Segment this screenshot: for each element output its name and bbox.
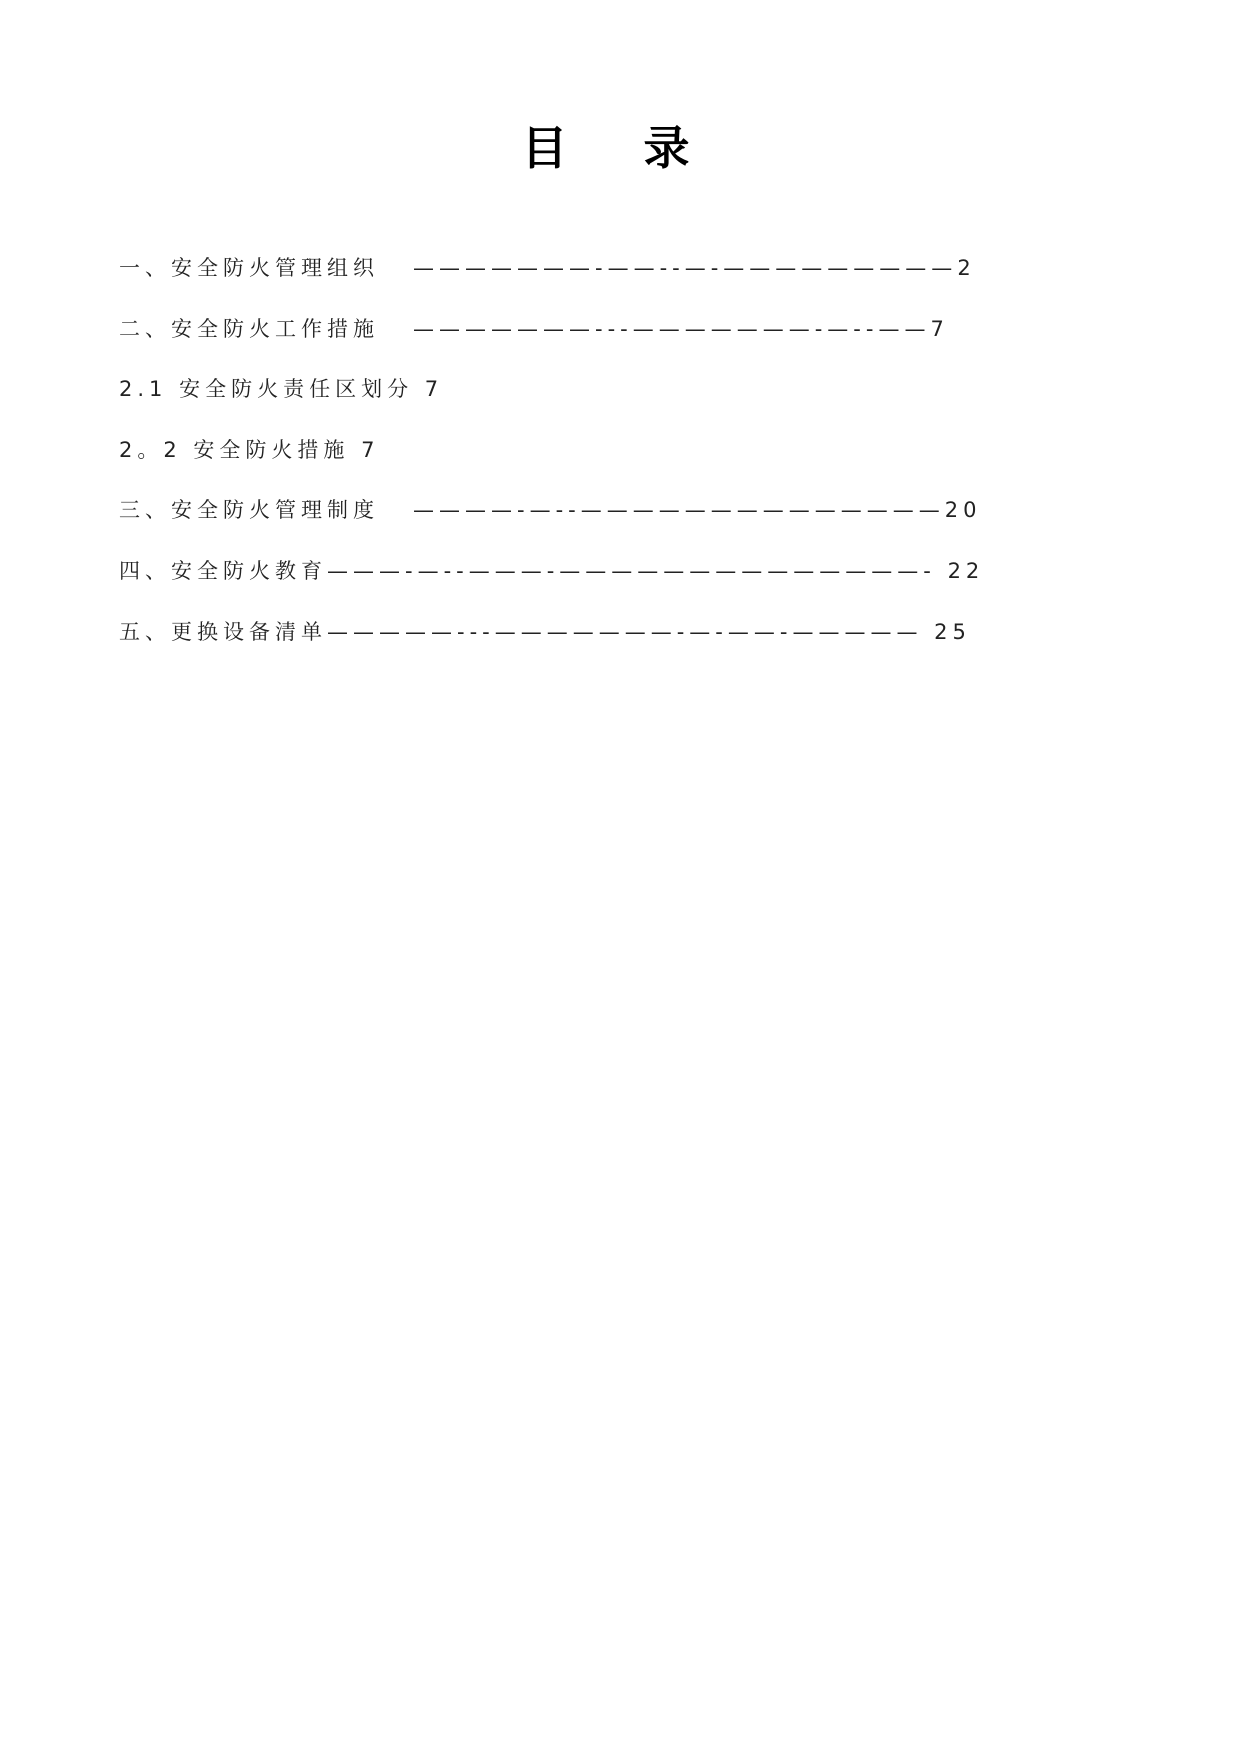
toc-entry-leader: ————-—--—————————————— <box>413 498 945 523</box>
toc-entry-label: 二、安全防火工作措施 <box>119 316 379 341</box>
toc-entry[interactable] <box>119 369 1129 430</box>
toc-entry[interactable] <box>119 309 1129 370</box>
toc-entry-leader: ———————-——--—-————————— <box>413 256 958 280</box>
toc-entry[interactable] <box>119 248 1129 309</box>
toc-entry-leader: ———————---———————-—--—— <box>413 316 931 341</box>
toc-entry-label: 2.1 安全防火责任区划分 <box>119 377 414 402</box>
toc-entry-page: 7 <box>413 377 444 402</box>
toc-entry-page: 2 <box>957 256 976 280</box>
toc-entry-page: 7 <box>930 316 949 341</box>
toc-entry-page: 22 <box>935 558 985 583</box>
toc-list <box>119 248 1129 672</box>
toc-entry-label: 一、安全防火管理组织 <box>119 256 379 280</box>
toc-title: 目 录 <box>521 121 720 175</box>
toc-entry-page: 25 <box>922 619 971 644</box>
toc-entry-label: 2。2 安全防火措施 <box>119 437 350 462</box>
toc-entry-leader: ———-—--———-——————————————- <box>327 558 936 583</box>
toc-entry-leader: —————---———————-—-——-————— <box>327 619 923 644</box>
toc-entry-page: 7 <box>349 437 380 462</box>
toc-entry[interactable] <box>119 490 1129 551</box>
toc-entry-label: 五、更换设备清单 <box>119 619 327 644</box>
toc-entry-page: 20 <box>944 498 982 523</box>
toc-entry[interactable] <box>119 430 1129 491</box>
toc-entry-label: 四、安全防火教育 <box>119 558 327 583</box>
toc-entry[interactable] <box>119 612 1129 673</box>
toc-entry-label: 三、安全防火管理制度 <box>119 498 379 523</box>
toc-entry[interactable] <box>119 551 1129 612</box>
